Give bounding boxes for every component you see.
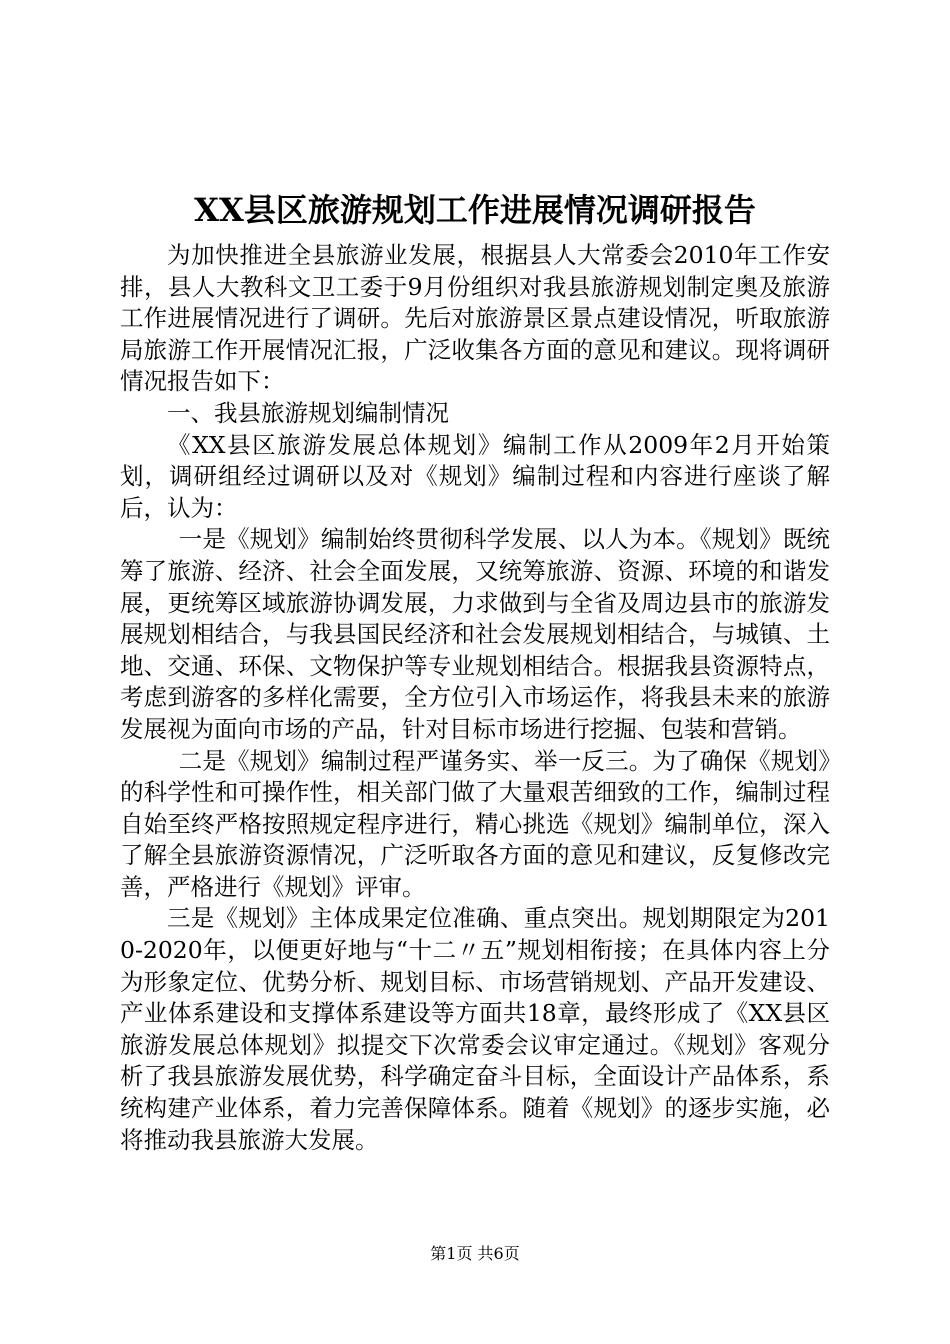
paragraph-plan-overview: 《XX县区旅游发展总体规划》编制工作从2009年2月开始策划，调研组经过调研以及对《规划》编制过程和内容进行座谈了解后，认为： [120,430,830,522]
paragraph-point-two: 二是《规划》编制过程严谨务实、举一反三。为了确保《规划》的科学性和可操作性，相关部门做了大量艰苦细致的工作，编制过程自始至终严格按照规定程序进行，精心挑选《规划》编制单位，深入了解全县旅游资源情况，广泛听取各方面的意见和建议，反复修改完善，严格进行《规划》评审。 [120,746,830,901]
paragraph-intro: 为加快推进全县旅游业发展，根据县人大常委会2010年工作安排，县人大教科文卫工委于9月份组织对我县旅游规划制定奥及旅游工作进展情况进行了调研。先后对旅游景区景点建设情况，听取旅游局旅游工作开展情况汇报，广泛收集各方面的意见和建议。现将调研情况报告如下： [120,241,830,396]
page-footer: 第1页 共6页 [430,1244,520,1263]
document-title: XX县区旅游规划工作进展情况调研报告 [194,191,756,229]
paragraph-point-three: 三是《规划》主体成果定位准确、重点突出。规划期限定为2010-2020年，以便更好地与“十二〃五”规划相衔接；在具体内容上分为形象定位、优势分析、规划目标、市场营销规划、产品开发建设、产业体系建设和支撑体系建设等方面共18章，最终形成了《XX县区旅游发展总体规划》拟提交下次常委会议审定通过。《规划》客观分析了我县旅游发展优势，科学确定奋斗目标，全面设计产品体系，系统构建产业体系，着力完善保障体系。随着《规划》的逐步实施，必将推动我县旅游大发展。 [120,904,830,1154]
paragraph-point-one: 一是《规划》编制始终贯彻科学发展、以人为本。《规划》既统筹了旅游、经济、社会全面发展，又统筹旅游、资源、环境的和谐发展，更统筹区域旅游协调发展，力求做到与全省及周边县市的旅游发展规划相结合，与我县国民经济和社会发展规划相结合，与城镇、土地、交通、环保、文物保护等专业规划相结合。根据我县资源特点，考虑到游客的多样化需要，全方位引入市场运作，将我县未来的旅游发展视为面向市场的产品，针对目标市场进行挖掘、包装和营销。 [120,525,830,743]
document-page [120,180,830,1156]
section-heading: 一、我县旅游规划编制情况 [167,398,449,427]
